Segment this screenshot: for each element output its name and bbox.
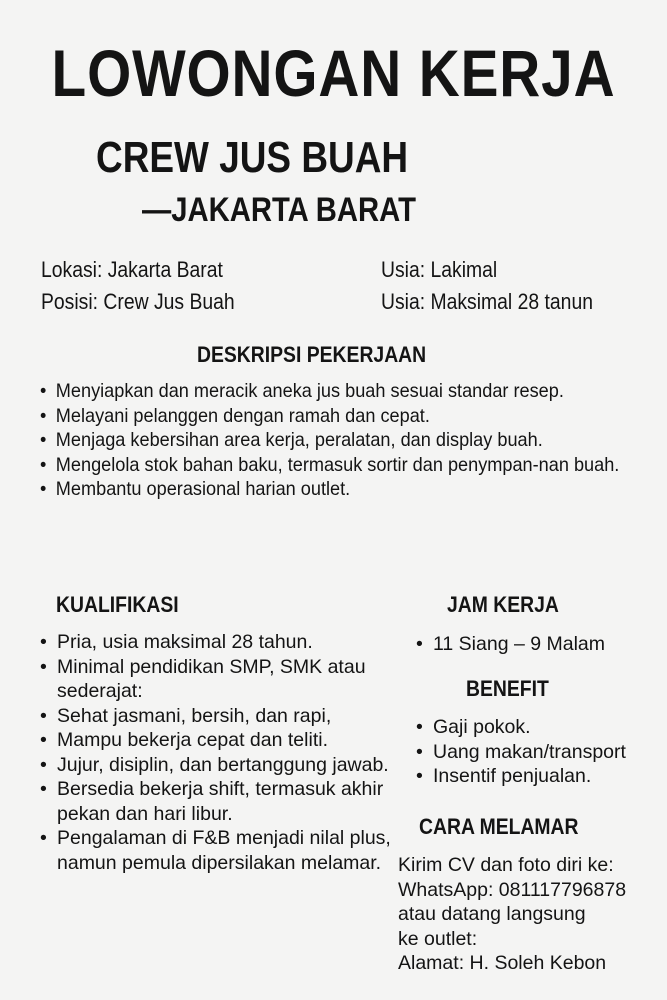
list-item-text: Pengalaman di F&B menjadi nilal plus, namun pemula dipersilakan melamar. bbox=[57, 827, 391, 874]
list-item bbox=[40, 826, 397, 875]
cara-melamar-text bbox=[398, 853, 626, 976]
section-heading-jam-kerja: JAM KERJA bbox=[447, 592, 559, 617]
cara-line: Kirim CV dan foto diri ke: bbox=[398, 854, 614, 876]
cara-line: ke outlet: bbox=[398, 927, 478, 950]
section-heading-cara-melamar: CARA MELAMAR bbox=[419, 814, 579, 839]
list-item bbox=[40, 777, 397, 826]
page-title: LOWONGAN KERJA bbox=[51, 36, 616, 110]
list-item-text: Bersedia bekerja shift, termasuk akhir pekan dan hari libur. bbox=[57, 778, 384, 825]
list-item bbox=[416, 740, 626, 765]
list-item-text: Menyiapkan dan meracik aneka jus buah sesuai standar resep. bbox=[55, 380, 564, 402]
kualifikasi-list bbox=[40, 630, 391, 875]
list-item bbox=[40, 728, 397, 753]
benefit-list bbox=[416, 715, 626, 789]
list-item bbox=[416, 632, 605, 657]
list-item-text: Minimal pendidikan SMP, SMK atau sederajat: bbox=[57, 655, 366, 702]
list-item bbox=[416, 715, 626, 740]
info-usia-1: Usia: Lakimal bbox=[381, 257, 498, 282]
list-item-text: Menjaga kebersihan area kerja, peralatan, dan display buah. bbox=[55, 429, 543, 451]
whatsapp-contact: WhatsApp: 081117796878 bbox=[398, 878, 627, 901]
list-item-text: Sehat jasmani, bersih, dan rapi, bbox=[57, 704, 332, 727]
list-item-text: Insentif penjualan. bbox=[433, 765, 592, 787]
info-usia-2: Usia: Maksimal 28 tanun bbox=[381, 289, 593, 314]
deskripsi-list bbox=[40, 379, 640, 502]
section-heading-benefit: BENEFIT bbox=[466, 676, 549, 701]
section-heading-deskripsi: DESKRIPSI PEKERJAAN bbox=[197, 342, 427, 367]
cara-line: atau datang langsung bbox=[398, 903, 586, 925]
list-item-text: Mampu bekerja cepat dan teliti. bbox=[57, 729, 328, 751]
list-item-text: Mengelola stok bahan baku, termasuk sortir dan penympan-nan buah. bbox=[55, 453, 620, 476]
list-item-text: Gaji pokok. bbox=[433, 716, 531, 738]
address-line: Alamat: H. Soleh Kebon bbox=[398, 952, 607, 974]
jam-kerja-list bbox=[416, 632, 605, 657]
list-item bbox=[40, 630, 397, 655]
info-lokasi: Lokasi: Jakarta Barat bbox=[41, 257, 223, 282]
list-item bbox=[40, 379, 651, 404]
list-item bbox=[40, 428, 651, 453]
list-item-text: Membantu operasional harian outlet. bbox=[55, 478, 351, 500]
list-item-text: 11 Siang – 9 Malam bbox=[433, 633, 605, 655]
list-item-text: Jujur, disiplin, dan bertanggung jawab. bbox=[57, 753, 389, 776]
list-item-text: Uang makan/transport bbox=[433, 740, 626, 763]
list-item bbox=[40, 753, 397, 778]
info-right bbox=[381, 254, 593, 318]
list-item-text: Melayani pelanggen dengan ramah dan cepat. bbox=[55, 404, 430, 427]
list-item bbox=[40, 655, 397, 704]
info-left bbox=[41, 254, 235, 318]
list-item-text: Pria, usia maksimal 28 tahun. bbox=[57, 631, 313, 653]
list-item bbox=[416, 764, 626, 789]
section-heading-kualifikasi: KUALIFIKASI bbox=[56, 592, 179, 617]
list-item bbox=[40, 453, 651, 478]
info-posisi: Posisi: Crew Jus Buah bbox=[41, 289, 235, 314]
list-item bbox=[40, 477, 651, 502]
list-item bbox=[40, 704, 397, 729]
job-location-title: —JAKARTA BARAT bbox=[142, 191, 416, 229]
job-title: CREW JUS BUAH bbox=[96, 133, 409, 182]
list-item bbox=[40, 404, 651, 429]
